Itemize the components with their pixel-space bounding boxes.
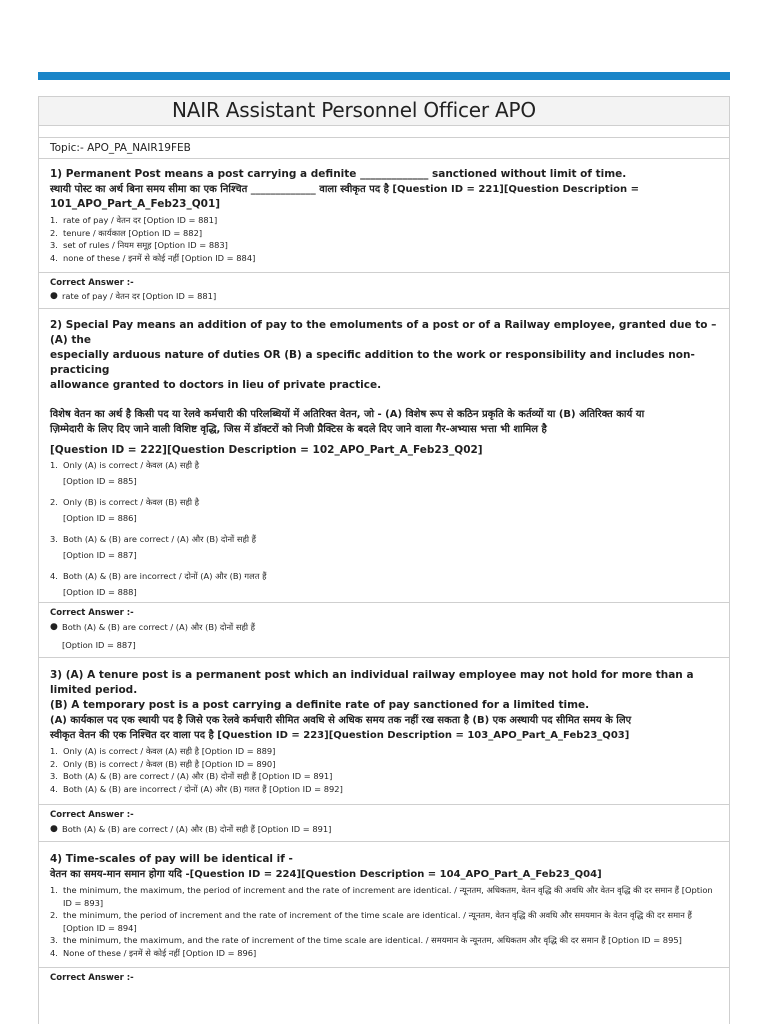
correct-answer: ● Both (A) & (B) are correct / (A) और (B) दोनों सही हैं [Option ID = 891]: [50, 824, 332, 834]
topic-header: Topic:- APO_PA_NAIR19FEB: [39, 137, 729, 159]
option-item: 3. Both (A) & (B) are correct / (A) और (B) दोनों सही हैं [Option ID = 887]: [50, 534, 257, 560]
correct-answer-3: [39, 805, 729, 841]
correct-answer-4: [39, 968, 729, 983]
option-item: 2. Only (B) is correct / केवल (B) सही है [Option ID = 886]: [50, 497, 200, 523]
top-accent-bar: [38, 72, 730, 80]
correct-answer: ● Both (A) & (B) are correct / (A) और (B) दोनों सही हैं [Option ID = 887]: [50, 622, 256, 650]
option-item: 1. rate of pay / वेतन दर [Option ID = 881]: [50, 215, 218, 225]
correct-answer-label: Correct Answer :-: [50, 278, 134, 288]
question-text: 2) Special Pay means an addition of pay to the emoluments of a post or of a Railway employee, granted due to – (A) the: [50, 319, 717, 346]
option-item: 4. None of these / इनमें से कोई नहीं [Option ID = 896]: [50, 947, 257, 958]
option-list: [50, 214, 719, 264]
option-item: 2. tenure / कार्यकाल [Option ID = 882]: [50, 227, 203, 238]
correct-answer-label: Correct Answer :-: [50, 608, 134, 618]
option-list: [50, 459, 719, 598]
option-item: 3. Both (A) & (B) are correct / (A) और (B) दोनों सही हैं [Option ID = 891]: [50, 771, 333, 781]
correct-answer: ● rate of pay / वेतन दर [Option ID = 881]: [50, 291, 217, 301]
question-text: (B) A temporary post is a post carrying a definite rate of pay sanctioned for a limited time.: [50, 699, 590, 711]
question-text: 4) Time-scales of pay will be identical if -: [50, 853, 293, 865]
question-paper: [38, 96, 730, 1024]
question-text-hindi: ज़िम्मेदारी के लिए दिए जाने वाली विशिष्ट वृद्धि, जिस में डॉक्टरों को निजी प्रैक्टिस के बदले दिए जाने वाला गैर-अभ्यास भत्ता भी शामिल है: [50, 424, 547, 435]
option-item: 3. the minimum, the maximum, and the rate of increment of the time scale are identical. / समयमान के न्यूनतम, अधिकतम और वृद्धि की दर समान हैं [Option ID = 895]: [50, 935, 682, 945]
question-id: 101_APO_Part_A_Feb23_Q01]: [50, 198, 221, 210]
option-list: [50, 884, 719, 959]
title-box: [39, 96, 729, 126]
question-text-hindi: वेतन का समय-मान समान होगा यदि -[Question ID = 224][Question Description = 104_APO_Part_A_Feb23_Q04]: [50, 869, 602, 880]
correct-answer-1: [39, 273, 729, 308]
correct-answer-2: [39, 603, 729, 657]
option-item: 4. Both (A) & (B) are incorrect / दोनों (A) और (B) गलत हैं [Option ID = 888]: [50, 571, 267, 597]
page-title: NAIR Assistant Personnel Officer APO: [172, 98, 536, 122]
question-text-hindi: विशेष वेतन का अर्थ है किसी पद या रेलवे कर्मचारी की परिलब्धियों में अतिरिक्त वेतन, जो - (A) विशेष रूप से कठिन प्रकृति के कर्तव्यों या (B) अतिरिक्त कार्य या: [50, 409, 645, 420]
question-text: 3) (A) A tenure post is a permanent post which an individual railway employee may not hold for more than a limited period.: [50, 669, 694, 696]
option-item: 1. Only (A) is correct / केवल (A) सही है [Option ID = 885]: [50, 460, 200, 486]
option-item: 4. Both (A) & (B) are incorrect / दोनों (A) और (B) गलत हैं [Option ID = 892]: [50, 783, 343, 794]
option-item: 3. set of rules / नियम समूह [Option ID = 883]: [50, 240, 228, 250]
correct-answer-label: Correct Answer :-: [50, 810, 134, 820]
question-4: [39, 842, 729, 959]
bullet-icon: ●: [50, 824, 58, 834]
question-1: [39, 159, 729, 264]
correct-answer-label: Correct Answer :-: [50, 973, 134, 983]
question-text: 1) Permanent Post means a post carrying a definite _____________ sanctioned without limit of time.: [50, 168, 627, 180]
option-item: 1. Only (A) is correct / केवल (A) सही है [Option ID = 889]: [50, 746, 276, 756]
option-list: [50, 745, 719, 795]
option-item: 1. the minimum, the maximum, the period of increment and the rate of increment are identical. / न्यूनतम, अधिकतम, वेतन वृद्धि की अवधि और वेतन वृद्धि की दर समान हैं [Option ID = 893]: [50, 885, 713, 908]
option-item: 4. none of these / इनमें से कोई नहीं [Option ID = 884]: [50, 252, 256, 263]
question-3: [39, 658, 729, 795]
question-text-hindi: स्वीकृत वेतन की एक निश्चित दर वाला पद है [Question ID = 223][Question Description = 103_APO_Part_A_Feb23_Q03]: [50, 730, 630, 741]
bullet-icon: ●: [50, 291, 58, 301]
question-text: allowance granted to doctors in lieu of private practice.: [50, 379, 382, 391]
option-item: 2. Only (B) is correct / केवल (B) सही है [Option ID = 890]: [50, 758, 276, 769]
question-id: [Question ID = 222][Question Description = 102_APO_Part_A_Feb23_Q02]: [50, 444, 483, 456]
option-item: 2. the minimum, the period of increment and the rate of increment of the time scale are identical. / न्यूनतम, वेतन वृद्धि की अवधि और समयमान के वेतन वृद्धि की दर समान हैं [Option ID = 894]: [50, 910, 692, 933]
question-text: especially arduous nature of duties OR (B) a specific addition to the work or responsibility and includes non-practicing: [50, 349, 695, 376]
question-text-hindi: (A) कार्यकाल पद एक स्थायी पद है जिसे एक रेलवे कर्मचारी सीमित अवधि से अधिक समय तक नहीं रख सकता है (B) एक अस्थायी पद सीमित समय के लिए: [50, 715, 632, 726]
question-2: [39, 309, 729, 598]
question-text-hindi: स्थायी पोस्ट का अर्थ बिना समय सीमा का एक निश्चित _____________ वाला स्वीकृत पद है [Question ID = 221][Question Description =: [50, 184, 639, 195]
bullet-icon: ●: [50, 622, 58, 632]
